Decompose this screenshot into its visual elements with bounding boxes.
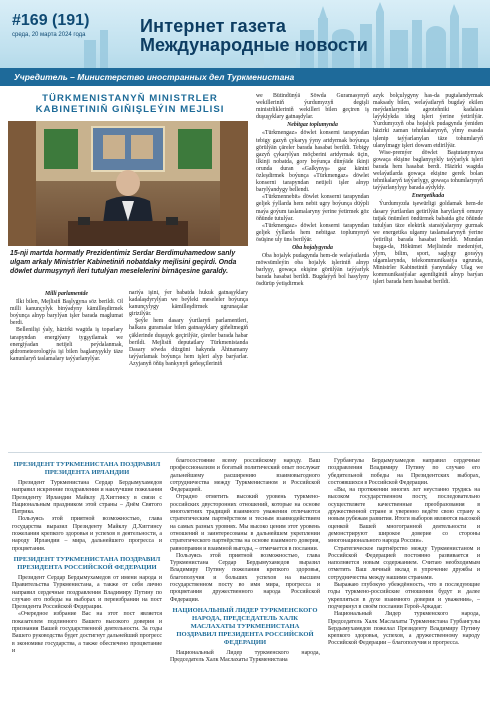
masthead <box>0 0 490 86</box>
paragraph: «Очередное избрание Вас на этот пост является показателем подлинного Вашего высокого доверия и признания Вашей государственной деятельности. За годы Вашего руководства будет достигнут дальнейший прогресс в экономике государства, а также обеспечено процветание и <box>12 611 162 654</box>
paragraph: nariýa işini, ýer babatda hukuk gatnaşyklary kadalaşdyrylýan we beýleki meseleler boýunça kanunçylygy kämilleşdirmek ugrunaçalar girizilýär. <box>129 290 248 318</box>
paragraph: Президент Туркменистана Сердар Бердымухамедов направил искренние поздравления и наилучшие пожелания Президенту Ирландии Майклу Д.Хиггинсу в связи с Национальным праздником этой страны – Днём Святого Патрика. <box>12 480 162 516</box>
paragraph: Выражаю глубокую убеждённость, что в последующие годы туркмено-российские отношения будут и далее укрепляться в духе взаимного доверия и уважения», – подчеркнул в своём послании Герой-Аркадаг. <box>328 582 480 610</box>
paragraph: Wise-premýer döwlet Baştutanymyza gowaça ekişine baglanyşykly taýýarlyk işleri barada hem hasabat berdi. Häzirki wagtda welaýatlarda gowaça ekişine gerek bolan tehnikalaryň taýýarlygy, gowaça tohumlarynyň taýýarlanylyşy barada aýdyldy. <box>373 149 483 192</box>
paragraph: Пользуясь этой приятной возможностью, глава государства выразил Президенту Майклу Д.Хиггинсу пожелания крепкого здоровья и успехов в деятельности, а народу Ирландии – мира, дальнейшего прогресса и процветания. <box>12 516 162 552</box>
ru-column-2 <box>170 458 320 665</box>
paragraph: Президент Сердар Бердымухамедов от имени народа и Правительства Туркменистана, а также от себя лично направил сердечные поздравления Владимиру Путину по случаю его победы на выборах и переизбрании на пост Президента Российской Федерации. <box>12 574 162 611</box>
section-heading-energy: Energetikada <box>411 193 445 200</box>
section-divider <box>8 452 482 453</box>
paragraph: «Türkmengaz» döwlet konserni tarapyndan tebigy gazyň çykaryş ýyny artdyrmak boýunça görülýän çäreler barada hasabat berildi. Tebigy gazyň çykarylýan möçberini artdyrmak üçin, ilkinji nobatda, gory boýunça dünýäde ikinji orunda duran «Galkynyş» gaz känini özleşdirmek boýunça «Türkmengaz» döwlet konserni tarapyndan netijeli işler alnyp barylýandygy bellendi. <box>256 130 369 194</box>
cabinet-meeting-photo <box>8 121 248 246</box>
meeting-photo-illustration <box>8 121 248 246</box>
paragraph: Ilki bilen, Mejlisiň Başlygyna söz berildi. Ol milli kanunçylyk binýadyny kämilleşdirmek boýunça alnyp barylýan işler barada maglumat berdi. <box>10 299 123 327</box>
paragraph: Ýurdumyzda işewürligi goldamak hem-de dasary ýurtlardan getirilýän harytlaryň ornuny tutjak önümleri öndürmek babatda göz öňünde tutulýan täze elektrik stansiýalaryny gurmak we energetika ulgamy taslamalarynyň ýerine ýetirilişi barada hasabat berildi. Mundan başga-da, Hökümet Mejlisinde medeniýet, ylym, bilim, sport, saglygy goraýyş ulgamlarynda, telekommunikasiýa ugrunda, Ministrler Kabinetiniň ýanyndaky Ulag we kommunikasiýalar agentliginiň alnyp barýan işleri barada hem hasabat berildi. <box>373 201 483 286</box>
section-heading-oil-gas: Nebitgaz toplumynda <box>287 122 338 129</box>
tm-column-3 <box>256 93 369 289</box>
ru-column-3 <box>328 458 480 648</box>
paragraph: Национальный Лидер туркменского народа, Председатель Халк Маслахаты Туркменистана <box>170 649 320 664</box>
section-heading-parliament: Milli parlamentde <box>45 291 88 297</box>
paragraph: Bellenilişi ýaly, häzirki wagtda iş toparlary tarapyndan energiýany tygşytlamak we energiýadan netijeli peýdalanmak, gidrometeorologiýa işi bilen baglanyşykly täze kanunlaryň taslamalary taýýarlanylýar. <box>10 327 123 362</box>
newspaper-title-line1: Интернет газета <box>140 16 287 36</box>
issue-number: #169 (191) <box>12 12 90 29</box>
paragraph: «Türkmengaz» döwlet konserni tarapyndan geljek ýyllarda hem nebitgaz toplumynyň ösüşine uly üns berilýär. <box>256 222 369 243</box>
tm-column-1 <box>10 290 123 363</box>
tm-column-2 <box>129 290 248 368</box>
newspaper-title-line2: Международные новости <box>140 35 368 55</box>
paragraph: «Вы, на протяжении многих лет неустанно трудясь на высоком государственном посту, последовательно осуществляете качественные преобразования в дружественной стране и уверенно ведёте свою страну к новым рубежам развития. Итоги выборов являются высокой оценкой Вашей многогранной деятельности и демонстрируют широкое доверие со стороны многонационального народа России». <box>328 487 480 545</box>
photo-caption: 15-nji martda hormatly Prezidentimiz Serdar Berdimuhamedow sanly ulgam arkaly Ministrler Kabinetiniň nobatdaky mejlisini geçirdi. Onda döwlet durmuşynyň ileri tutulýan meselelerini birnäçesine garaldy. <box>10 250 237 275</box>
paragraph: Национальный Лидер туркменского народа, Председатель Халк Маслахаты Туркменистана Гурбангулы Бердымухамедов пожелал Президенту Владимиру Путину крепкого здоровья, успехов, а дружественному народу Российской Федерации – благополучия и прогресса. <box>328 611 480 647</box>
paragraph: Отрадно отметить высокий уровень туркмено-российских двусторонних отношений, которые на основе многолетних традиций взаимного уважения отличаются стратегическим партнёрством и тесным взаимодействием на самых разных уровнях. Мы высоко ценим этот уровень отношений и заинтересованы в дальнейшем укреплении стратегического партнёрства на основе взаимного доверия, равноправия и взаимной выгоды, – отмечается в послании. <box>170 494 320 552</box>
article-headline: ПРЕЗИДЕНТ ТУРКМЕНИСТАНА ПОЗДРАВИЛ ПРЕЗИДЕНТА ИРЛАНДИИ <box>13 461 161 476</box>
article-headline: ПРЕЗИДЕНТ ТУРКМЕНИСТАНА ПОЗДРАВИЛ ПРЕЗИДЕНТА РОССИЙСКОЙ ФЕДЕРАЦИИ <box>13 555 161 571</box>
article-headline: НАЦИОНАЛЬНЫЙ ЛИДЕР ТУРКМЕНСКОГО НАРОДА, ПРЕДСЕДАТЕЛЬ ХАЛК МАСЛАХАТЫ ТУРКМЕНИСТАНА ПОЗДРАВИЛ ПРЕЗИДЕНТА РОССИЙСКОЙ ФЕДЕРАЦИИ <box>172 606 318 646</box>
paragraph: azyk bolçulygyny has-da pugtalandyrmak maksady bilen, welaýatlaryň bugdaý ekilen meýdanlarynda agrotehniki kadalara laýyklykda ideg işleri ýerine ýetirilýär. Ýurdumyzyň oba hojalyk pudagynda ýeniden häzirki zaman tehnikalarynyň, ylmy esasda işlenip taýýarlanylan täze tohumlaryň ulanylmagy işleri dowam etdirilýär. <box>373 93 483 149</box>
paragraph: Oba hojalyk pudagynda hem-de welaýatlarda möwsümleýin oba hojalyk işleriniň alnyp barlyşy, gowaça ekişine görülýän taýýarlyk barada hasabat berildi. Bugdaýyň bol hasylyny ösdürüp ýetişdirmek <box>256 253 369 288</box>
ru-column-1 <box>12 458 162 655</box>
paragraph: Гурбангулы Бердымухамедов направил сердечные поздравления Владимиру Путину по случаю его убедительной победы на Президентских выборах, состоявшихся в Российской Федерации. <box>328 458 480 486</box>
founder-bar: Учредитель – Министерство иностранных дел Туркменистана <box>0 68 490 86</box>
section-heading-agriculture: Oba hojalygynda <box>292 244 333 251</box>
paragraph: «Türkmennebit» döwlet konserni tarapyndan geljek ýyllarda hem nebit ugry boýunça düýpli maýa goýum taslamalaryny ýerine ýetirmek göz öňünde tutulýar. <box>256 194 369 222</box>
paragraph: Şeýle hem dasary ýurtlaryň parlamentleri, halkara guramalar bilen gatnaşyklary giňeltmegiň çäklerinde duşuşyk geçirilýär, çäreler barada habar berildi. Mejlisiň deputatlary Türkmenistanda Dasary söwda düzgüni hakynda Ähtnamany taýýarlamak boýunça hem işleri alyp barýarlar. Azyjanyň öňüş bankynyň geňeşçileriniň <box>129 318 248 367</box>
paragraph: Пользуясь этой приятной возможностью, глава Туркменистана Сердар Бердымухамедов выразил Владимиру Путину пожелания крепкого здоровья, благополучия и больших успехов на высшем государственном посту во имя мира, прогресса и процветания дружественного народа Российской Федерации. <box>170 552 320 603</box>
paragraph: Стратегическое партнёрство между Туркменистаном и Российской Федерацией постоянно развивается и наполняется новым содержанием. Считаю необходимым отметить Ваш личный вклад в упрочение дружбы и сотрудничества между нашими странами. <box>328 545 480 581</box>
lead-article-title: TÜRKMENISTANYŇ MINISTRLER KABINETINIŇ GIŇIŞLEÝIN MEJLISI <box>35 93 225 115</box>
paragraph: благосостояние всему российскому народу. Ваш профессионализм и богатый политический опыт послужат дальнейшему расширению взаимовыгодного сотрудничества между Туркменистаном и Российской Федерацией. <box>170 458 320 494</box>
tm-column-4 <box>373 93 483 287</box>
paragraph: we Bütindünýä Söwda Guramasynyň wekilleriniň ýurdumyzyň degişli ministrlikleriniň wekilleri bilen geçiren iş duşuşyklary gatnaşdylar. <box>256 93 369 121</box>
issue-date: среда, 20 марта 2024 года <box>12 32 86 38</box>
